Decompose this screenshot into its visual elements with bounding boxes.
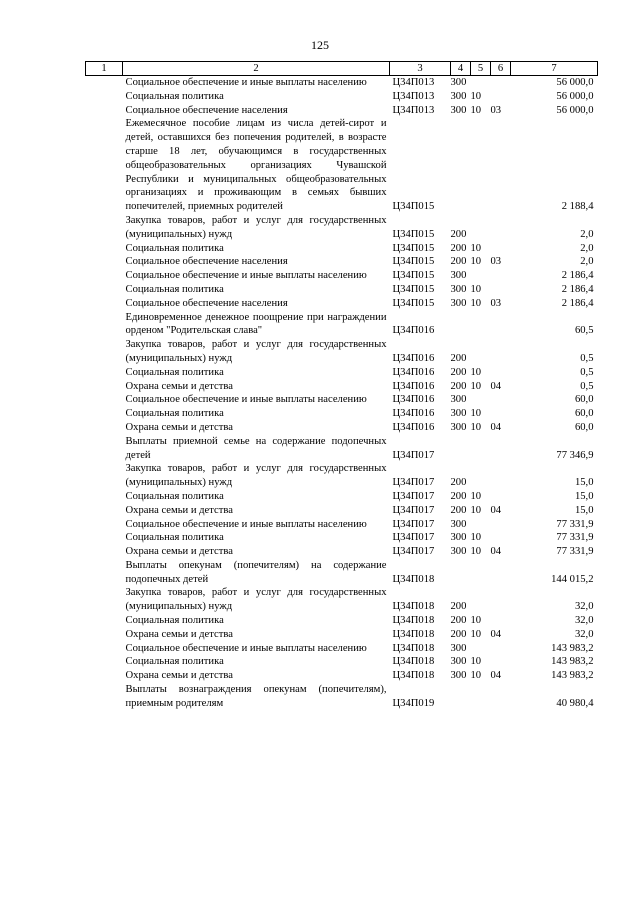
target-code-cell: Ц34П018 xyxy=(392,642,435,654)
amount-cell: 15,0 xyxy=(574,477,594,489)
subsection-cell xyxy=(491,393,511,407)
expense-type-cell: 200 xyxy=(450,504,467,516)
item-name-cell: Социальная политика xyxy=(125,656,224,668)
table-body xyxy=(86,76,598,711)
item-name-cell: Ежемесячное пособие лицам из числа детей-сирот и детей, оставшихся без попечения родителей, в возрасте старше 18 лет, обучающимся в государственных общеобразовательных организациях Чувашской Республики и муниципальных общеобразовательных организациях и проживающим в семьях бывших попечителей, приемных родителей xyxy=(125,118,387,213)
column-header: 3 xyxy=(390,62,451,76)
table-row xyxy=(86,490,598,504)
amount-cell: 77 331,9 xyxy=(556,546,594,558)
item-name-cell: Социальная политика xyxy=(125,242,224,254)
table-row xyxy=(86,669,598,683)
target-code-cell: Ц34П013 xyxy=(392,90,435,102)
expense-type-cell: 300 xyxy=(450,670,467,682)
item-name-cell: Социальное обеспечение и иные выплаты населению xyxy=(125,270,367,282)
item-name-cell: Охрана семьи и детства xyxy=(125,670,233,682)
amount-cell: 15,0 xyxy=(574,504,594,516)
expense-type-cell: 300 xyxy=(450,283,467,295)
row-number-cell xyxy=(86,669,123,683)
expense-type-cell: 300 xyxy=(450,532,467,544)
item-name-cell: Единовременное денежное поощрение при награждении орденом "Родительская слава" xyxy=(125,311,387,337)
row-number-cell xyxy=(86,104,123,118)
section-cell xyxy=(471,214,491,242)
section-cell xyxy=(471,518,491,532)
target-code-cell: Ц34П018 xyxy=(392,601,435,613)
subsection-cell xyxy=(491,242,511,256)
amount-cell: 32,0 xyxy=(574,628,594,640)
row-number-cell xyxy=(86,269,123,283)
subsection-cell: 04 xyxy=(490,670,502,682)
row-number-cell xyxy=(86,531,123,545)
subsection-cell xyxy=(491,117,511,214)
item-name-cell: Охрана семьи и детства xyxy=(125,546,233,558)
expense-type-cell: 200 xyxy=(450,352,467,364)
target-code-cell: Ц34П016 xyxy=(392,394,435,406)
table-row xyxy=(86,435,598,463)
subsection-cell xyxy=(491,655,511,669)
section-cell: 10 xyxy=(470,532,482,544)
target-code-cell: Ц34П017 xyxy=(392,490,435,502)
table-row xyxy=(86,655,598,669)
amount-cell: 32,0 xyxy=(574,615,594,627)
subsection-cell: 04 xyxy=(490,504,502,516)
item-name-cell: Социальное обеспечение населения xyxy=(125,297,288,309)
expense-type-cell: 300 xyxy=(450,546,467,558)
item-name-cell: Охрана семьи и детства xyxy=(125,421,233,433)
subsection-cell xyxy=(491,283,511,297)
row-number-cell xyxy=(86,462,123,490)
amount-cell: 56 000,0 xyxy=(556,90,594,102)
item-name-cell: Выплаты опекунам (попечителям) на содержание подопечных детей xyxy=(125,559,387,585)
item-name-cell: Закупка товаров, работ и услуг для государственных (муниципальных) нужд xyxy=(125,214,387,240)
table-row xyxy=(86,366,598,380)
row-number-cell xyxy=(86,614,123,628)
row-number-cell xyxy=(86,628,123,642)
table-row xyxy=(86,642,598,656)
column-header: 4 xyxy=(451,62,471,76)
section-cell: 10 xyxy=(470,628,482,640)
section-cell xyxy=(471,642,491,656)
table-row xyxy=(86,531,598,545)
expense-type-cell: 300 xyxy=(450,408,467,420)
amount-cell: 60,0 xyxy=(574,394,594,406)
subsection-cell xyxy=(491,76,511,90)
target-code-cell: Ц34П017 xyxy=(392,477,435,489)
section-cell xyxy=(471,117,491,214)
section-cell: 10 xyxy=(470,408,482,420)
expense-type-cell: 200 xyxy=(450,256,467,268)
amount-cell: 143 983,2 xyxy=(551,656,594,668)
target-code-cell: Ц34П016 xyxy=(392,352,435,364)
target-code-cell: Ц34П013 xyxy=(392,104,435,116)
subsection-cell xyxy=(491,311,511,339)
subsection-cell xyxy=(491,490,511,504)
expense-type-cell: 300 xyxy=(450,656,467,668)
target-code-cell: Ц34П017 xyxy=(392,449,435,461)
section-cell: 10 xyxy=(470,297,482,309)
table-row xyxy=(86,311,598,339)
table-row xyxy=(86,504,598,518)
section-cell xyxy=(471,683,491,711)
expense-type-cell: 300 xyxy=(450,394,467,406)
item-name-cell: Социальная политика xyxy=(125,366,224,378)
subsection-cell: 04 xyxy=(490,421,502,433)
target-code-cell: Ц34П018 xyxy=(392,615,435,627)
item-name-cell: Социальная политика xyxy=(125,532,224,544)
amount-cell: 60,0 xyxy=(574,421,594,433)
section-cell: 10 xyxy=(470,283,482,295)
row-number-cell xyxy=(86,76,123,90)
expense-type-cell: 200 xyxy=(450,366,467,378)
target-code-cell: Ц34П017 xyxy=(392,518,435,530)
header-row xyxy=(86,62,598,76)
table-row xyxy=(86,518,598,532)
amount-cell: 2 186,4 xyxy=(561,270,594,282)
subsection-cell xyxy=(491,586,511,614)
expense-type-cell: 200 xyxy=(450,477,467,489)
column-header: 2 xyxy=(123,62,390,76)
amount-cell: 2 188,4 xyxy=(561,201,594,213)
table-row xyxy=(86,559,598,587)
table-row xyxy=(86,407,598,421)
amount-cell: 2,0 xyxy=(580,242,594,254)
item-name-cell: Охрана семьи и детства xyxy=(125,504,233,516)
amount-cell: 77 346,9 xyxy=(556,449,594,461)
expense-type-cell: 200 xyxy=(450,380,467,392)
section-cell: 10 xyxy=(470,256,482,268)
amount-cell: 77 331,9 xyxy=(556,532,594,544)
subsection-cell xyxy=(491,642,511,656)
expense-type-cell: 300 xyxy=(450,642,467,654)
table-row xyxy=(86,104,598,118)
target-code-cell: Ц34П017 xyxy=(392,546,435,558)
column-header: 5 xyxy=(471,62,491,76)
item-name-cell: Социальная политика xyxy=(125,408,224,420)
target-code-cell: Ц34П015 xyxy=(392,283,435,295)
target-code-cell: Ц34П015 xyxy=(392,297,435,309)
expense-type-cell xyxy=(451,311,471,339)
table-row xyxy=(86,683,598,711)
table-row xyxy=(86,462,598,490)
item-name-cell: Социальная политика xyxy=(125,615,224,627)
target-code-cell: Ц34П015 xyxy=(392,256,435,268)
subsection-cell xyxy=(491,435,511,463)
target-code-cell: Ц34П018 xyxy=(392,656,435,668)
subsection-cell xyxy=(491,214,511,242)
row-number-cell xyxy=(86,586,123,614)
target-code-cell: Ц34П016 xyxy=(392,421,435,433)
item-name-cell: Социальное обеспечение и иные выплаты населению xyxy=(125,77,367,88)
table-row xyxy=(86,76,598,90)
target-code-cell: Ц34П016 xyxy=(392,380,435,392)
row-number-cell xyxy=(86,255,123,269)
section-cell: 10 xyxy=(470,615,482,627)
row-number-cell xyxy=(86,380,123,394)
table-row xyxy=(86,628,598,642)
expense-type-cell xyxy=(451,435,471,463)
amount-cell: 143 983,2 xyxy=(551,670,594,682)
row-number-cell xyxy=(86,490,123,504)
row-number-cell xyxy=(86,393,123,407)
table-row xyxy=(86,117,598,214)
table-row xyxy=(86,90,598,104)
section-cell xyxy=(471,586,491,614)
expense-type-cell: 200 xyxy=(450,601,467,613)
subsection-cell xyxy=(491,90,511,104)
target-code-cell: Ц34П018 xyxy=(392,573,435,585)
item-name-cell: Закупка товаров, работ и услуг для государственных (муниципальных) нужд xyxy=(125,587,387,613)
row-number-cell xyxy=(86,407,123,421)
row-number-cell xyxy=(86,559,123,587)
item-name-cell: Социальная политика xyxy=(125,283,224,295)
table-header xyxy=(86,62,598,76)
row-number-cell xyxy=(86,642,123,656)
table-row xyxy=(86,269,598,283)
amount-cell: 143 983,2 xyxy=(551,642,594,654)
expense-type-cell: 200 xyxy=(450,628,467,640)
row-number-cell xyxy=(86,504,123,518)
section-cell xyxy=(471,338,491,366)
item-name-cell: Социальное обеспечение и иные выплаты населению xyxy=(125,518,367,530)
subsection-cell xyxy=(491,531,511,545)
amount-cell: 0,5 xyxy=(580,352,594,364)
row-number-cell xyxy=(86,683,123,711)
row-number-cell xyxy=(86,435,123,463)
section-cell xyxy=(471,559,491,587)
section-cell: 10 xyxy=(470,546,482,558)
expense-type-cell xyxy=(451,559,471,587)
column-header: 1 xyxy=(86,62,123,76)
section-cell: 10 xyxy=(470,504,482,516)
expense-type-cell: 300 xyxy=(450,90,467,102)
row-number-cell xyxy=(86,655,123,669)
subsection-cell xyxy=(491,338,511,366)
table-row xyxy=(86,338,598,366)
row-number-cell xyxy=(86,338,123,366)
amount-cell: 60,5 xyxy=(574,325,594,337)
section-cell: 10 xyxy=(470,366,482,378)
subsection-cell xyxy=(491,518,511,532)
amount-cell: 40 980,4 xyxy=(556,697,594,709)
subsection-cell: 03 xyxy=(490,256,502,268)
target-code-cell: Ц34П015 xyxy=(392,201,435,213)
section-cell xyxy=(471,269,491,283)
table-row xyxy=(86,214,598,242)
target-code-cell: Ц34П016 xyxy=(392,366,435,378)
row-number-cell xyxy=(86,117,123,214)
row-number-cell xyxy=(86,366,123,380)
amount-cell: 2,0 xyxy=(580,228,594,240)
target-code-cell: Ц34П016 xyxy=(392,325,435,337)
amount-cell: 15,0 xyxy=(574,490,594,502)
row-number-cell xyxy=(86,518,123,532)
item-name-cell: Охрана семьи и детства xyxy=(125,628,233,640)
target-code-cell: Ц34П013 xyxy=(392,77,435,88)
subsection-cell: 03 xyxy=(490,297,502,309)
row-number-cell xyxy=(86,283,123,297)
amount-cell: 60,0 xyxy=(574,408,594,420)
target-code-cell: Ц34П018 xyxy=(392,670,435,682)
section-cell xyxy=(471,311,491,339)
item-name-cell: Выплаты вознаграждения опекунам (попечителям), приемным родителям xyxy=(125,684,387,709)
target-code-cell: Ц34П015 xyxy=(392,228,435,240)
column-header: 6 xyxy=(491,62,511,76)
expense-type-cell: 300 xyxy=(450,270,467,282)
table-row xyxy=(86,545,598,559)
target-code-cell: Ц34П015 xyxy=(392,270,435,282)
row-number-cell xyxy=(86,297,123,311)
expense-type-cell: 200 xyxy=(450,615,467,627)
subsection-cell: 04 xyxy=(490,628,502,640)
row-number-cell xyxy=(86,242,123,256)
row-number-cell xyxy=(86,311,123,339)
section-cell: 10 xyxy=(470,104,482,116)
section-cell: 10 xyxy=(470,656,482,668)
section-cell: 10 xyxy=(470,421,482,433)
section-cell: 10 xyxy=(470,90,482,102)
item-name-cell: Социальное обеспечение и иные выплаты населению xyxy=(125,642,367,654)
subsection-cell xyxy=(491,407,511,421)
amount-cell: 56 000,0 xyxy=(556,77,594,88)
expense-type-cell: 300 xyxy=(450,518,467,530)
table-row xyxy=(86,421,598,435)
expense-type-cell: 300 xyxy=(450,104,467,116)
expense-type-cell: 300 xyxy=(450,421,467,433)
section-cell xyxy=(471,76,491,90)
row-number-cell xyxy=(86,421,123,435)
section-cell: 10 xyxy=(470,670,482,682)
section-cell xyxy=(471,393,491,407)
row-number-cell xyxy=(86,545,123,559)
subsection-cell xyxy=(491,269,511,283)
amount-cell: 56 000,0 xyxy=(556,104,594,116)
item-name-cell: Социальное обеспечение населения xyxy=(125,256,288,268)
table-row xyxy=(86,255,598,269)
item-name-cell: Охрана семьи и детства xyxy=(125,380,233,392)
table-row xyxy=(86,283,598,297)
target-code-cell: Ц34П015 xyxy=(392,242,435,254)
row-number-cell xyxy=(86,90,123,104)
subsection-cell xyxy=(491,559,511,587)
item-name-cell: Закупка товаров, работ и услуг для государственных (муниципальных) нужд xyxy=(125,339,387,364)
target-code-cell: Ц34П017 xyxy=(392,504,435,516)
expense-type-cell: 200 xyxy=(450,242,467,254)
table-row xyxy=(86,393,598,407)
expense-type-cell xyxy=(451,683,471,711)
amount-cell: 77 331,9 xyxy=(556,518,594,530)
budget-table xyxy=(85,61,598,711)
expense-type-cell: 200 xyxy=(450,228,467,240)
section-cell: 10 xyxy=(470,490,482,502)
expense-type-cell: 300 xyxy=(450,77,467,88)
amount-cell: 0,5 xyxy=(580,366,594,378)
item-name-cell: Закупка товаров, работ и услуг для государственных (муниципальных) нужд xyxy=(125,463,387,489)
expense-type-cell: 200 xyxy=(450,490,467,502)
subsection-cell xyxy=(491,462,511,490)
amount-cell: 2 186,4 xyxy=(561,297,594,309)
row-number-cell xyxy=(86,214,123,242)
amount-cell: 2,0 xyxy=(580,256,594,268)
expense-type-cell xyxy=(451,117,471,214)
section-cell: 10 xyxy=(470,380,482,392)
subsection-cell xyxy=(491,366,511,380)
section-cell xyxy=(471,462,491,490)
target-code-cell: Ц34П019 xyxy=(392,697,435,709)
item-name-cell: Социальное обеспечение населения xyxy=(125,104,288,116)
item-name-cell: Социальная политика xyxy=(125,90,224,102)
table-row xyxy=(86,380,598,394)
subsection-cell: 03 xyxy=(490,104,502,116)
item-name-cell: Выплаты приемной семье на содержание подопечных детей xyxy=(125,435,387,461)
target-code-cell: Ц34П018 xyxy=(392,628,435,640)
column-header: 7 xyxy=(511,62,598,76)
amount-cell: 144 015,2 xyxy=(551,573,594,585)
subsection-cell: 04 xyxy=(490,380,502,392)
table-row xyxy=(86,586,598,614)
expense-type-cell: 300 xyxy=(450,297,467,309)
subsection-cell xyxy=(491,614,511,628)
section-cell: 10 xyxy=(470,242,482,254)
table-row xyxy=(86,297,598,311)
section-cell xyxy=(471,435,491,463)
table-row xyxy=(86,614,598,628)
amount-cell: 2 186,4 xyxy=(561,283,594,295)
target-code-cell: Ц34П017 xyxy=(392,532,435,544)
amount-cell: 0,5 xyxy=(580,380,594,392)
item-name-cell: Социальное обеспечение и иные выплаты населению xyxy=(125,394,367,406)
page-number: 125 xyxy=(311,38,329,52)
subsection-cell xyxy=(491,683,511,711)
subsection-cell: 04 xyxy=(490,546,502,558)
target-code-cell: Ц34П016 xyxy=(392,408,435,420)
table-row xyxy=(86,242,598,256)
item-name-cell: Социальная политика xyxy=(125,490,224,502)
amount-cell: 32,0 xyxy=(574,601,594,613)
